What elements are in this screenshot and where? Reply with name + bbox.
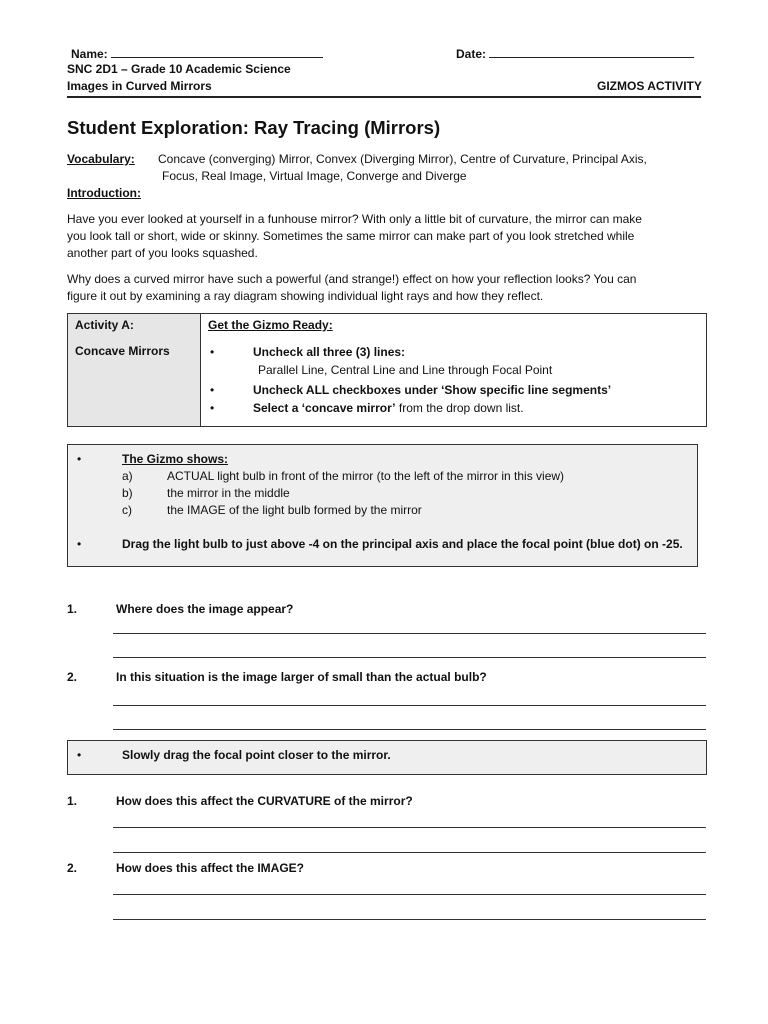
bullet-icon: • bbox=[210, 383, 215, 397]
step-uncheck-lines: Uncheck all three (3) lines: bbox=[253, 345, 406, 359]
date-label: Date: bbox=[456, 47, 487, 61]
intro-p2-line-2: figure it out by examining a ray diagram showing individual light rays and how they reflect. bbox=[67, 289, 544, 303]
gizmo-shows-heading: The Gizmo shows: bbox=[122, 452, 229, 466]
answer-line[interactable] bbox=[113, 919, 706, 920]
step-select-mirror bbox=[253, 401, 524, 415]
answer-line[interactable] bbox=[113, 827, 706, 828]
date-field[interactable] bbox=[456, 45, 694, 61]
gizmo-item-text: ACTUAL light bulb in front of the mirror (to the left of the mirror in this view) bbox=[167, 469, 565, 483]
activity-label: Activity A: bbox=[75, 318, 134, 332]
intro-p1-line-2: you look tall or short, wide or skinny. Sometimes the same mirror can make part of you look stretched while bbox=[67, 229, 635, 243]
gizmo-item-letter: c) bbox=[122, 503, 132, 517]
answer-line[interactable] bbox=[113, 852, 706, 853]
step-select-mirror-rest: from the drop down list. bbox=[395, 401, 524, 415]
question-image-effect: How does this affect the IMAGE? bbox=[116, 861, 305, 875]
bullet-icon: • bbox=[77, 537, 82, 551]
question-where-image: Where does the image appear? bbox=[116, 602, 294, 616]
gizmo-shows-box bbox=[67, 444, 698, 567]
name-field[interactable] bbox=[71, 45, 323, 61]
gizmo-drag-instruction: Drag the light bulb to just above -4 on the principal axis and place the focal point (blue dot) on -25. bbox=[122, 537, 683, 551]
step-uncheck-lines-detail: Parallel Line, Central Line and Line through Focal Point bbox=[258, 363, 553, 377]
gizmo-item-letter: a) bbox=[122, 469, 133, 483]
focal-point-instruction: Slowly drag the focal point closer to the mirror. bbox=[122, 748, 391, 762]
vocabulary-line-1: Concave (converging) Mirror, Convex (Diverging Mirror), Centre of Curvature, Principal Axis, bbox=[158, 152, 647, 166]
header-divider bbox=[67, 96, 701, 98]
bullet-icon: • bbox=[77, 452, 82, 466]
name-label: Name: bbox=[71, 47, 108, 61]
gizmo-ready-heading: Get the Gizmo Ready: bbox=[208, 318, 333, 332]
gizmo-item-text: the mirror in the middle bbox=[167, 486, 290, 500]
answer-line[interactable] bbox=[113, 705, 706, 706]
introduction-label: Introduction: bbox=[67, 186, 141, 200]
intro-p1-line-1: Have you ever looked at yourself in a funhouse mirror? With only a little bit of curvature, the mirror can make bbox=[67, 212, 642, 226]
answer-line[interactable] bbox=[113, 657, 706, 658]
question-number: 1. bbox=[67, 602, 78, 616]
bullet-icon: • bbox=[210, 345, 215, 359]
gizmo-item-letter: b) bbox=[122, 486, 133, 500]
bullet-icon: • bbox=[77, 748, 82, 762]
gizmo-item-text: the IMAGE of the light bulb formed by the mirror bbox=[167, 503, 422, 517]
name-blank[interactable] bbox=[111, 45, 323, 58]
question-number: 2. bbox=[67, 670, 78, 684]
question-number: 2. bbox=[67, 861, 78, 875]
intro-p2-line-1: Why does a curved mirror have such a powerful (and strange!) effect on how your reflection looks? You can bbox=[67, 272, 637, 286]
answer-line[interactable] bbox=[113, 894, 706, 895]
vocabulary-line-2: Focus, Real Image, Virtual Image, Converge and Diverge bbox=[162, 169, 467, 183]
question-image-size: In this situation is the image larger of small than the actual bulb? bbox=[116, 670, 487, 684]
course-code: SNC 2D1 – Grade 10 Academic Science bbox=[67, 62, 291, 76]
answer-line[interactable] bbox=[113, 633, 706, 634]
bullet-icon: • bbox=[210, 401, 215, 415]
step-select-mirror-bold: Select a ‘concave mirror’ bbox=[253, 401, 396, 415]
activity-table bbox=[67, 313, 707, 427]
unit-title: Images in Curved Mirrors bbox=[67, 79, 212, 93]
question-curvature: How does this affect the CURVATURE of the mirror? bbox=[116, 794, 413, 808]
activity-type: GIZMOS ACTIVITY bbox=[597, 79, 702, 93]
step-uncheck-segments: Uncheck ALL checkboxes under ‘Show specific line segments’ bbox=[253, 383, 612, 397]
focal-point-box bbox=[67, 740, 707, 775]
activity-sidebar bbox=[68, 314, 201, 426]
question-number: 1. bbox=[67, 794, 78, 808]
intro-p1-line-3: another part of you looks squashed. bbox=[67, 246, 258, 260]
activity-topic: Concave Mirrors bbox=[75, 344, 170, 358]
page-title: Student Exploration: Ray Tracing (Mirrors) bbox=[67, 117, 441, 138]
vocabulary-label: Vocabulary: bbox=[67, 152, 135, 166]
answer-line[interactable] bbox=[113, 729, 706, 730]
date-blank[interactable] bbox=[489, 45, 694, 58]
